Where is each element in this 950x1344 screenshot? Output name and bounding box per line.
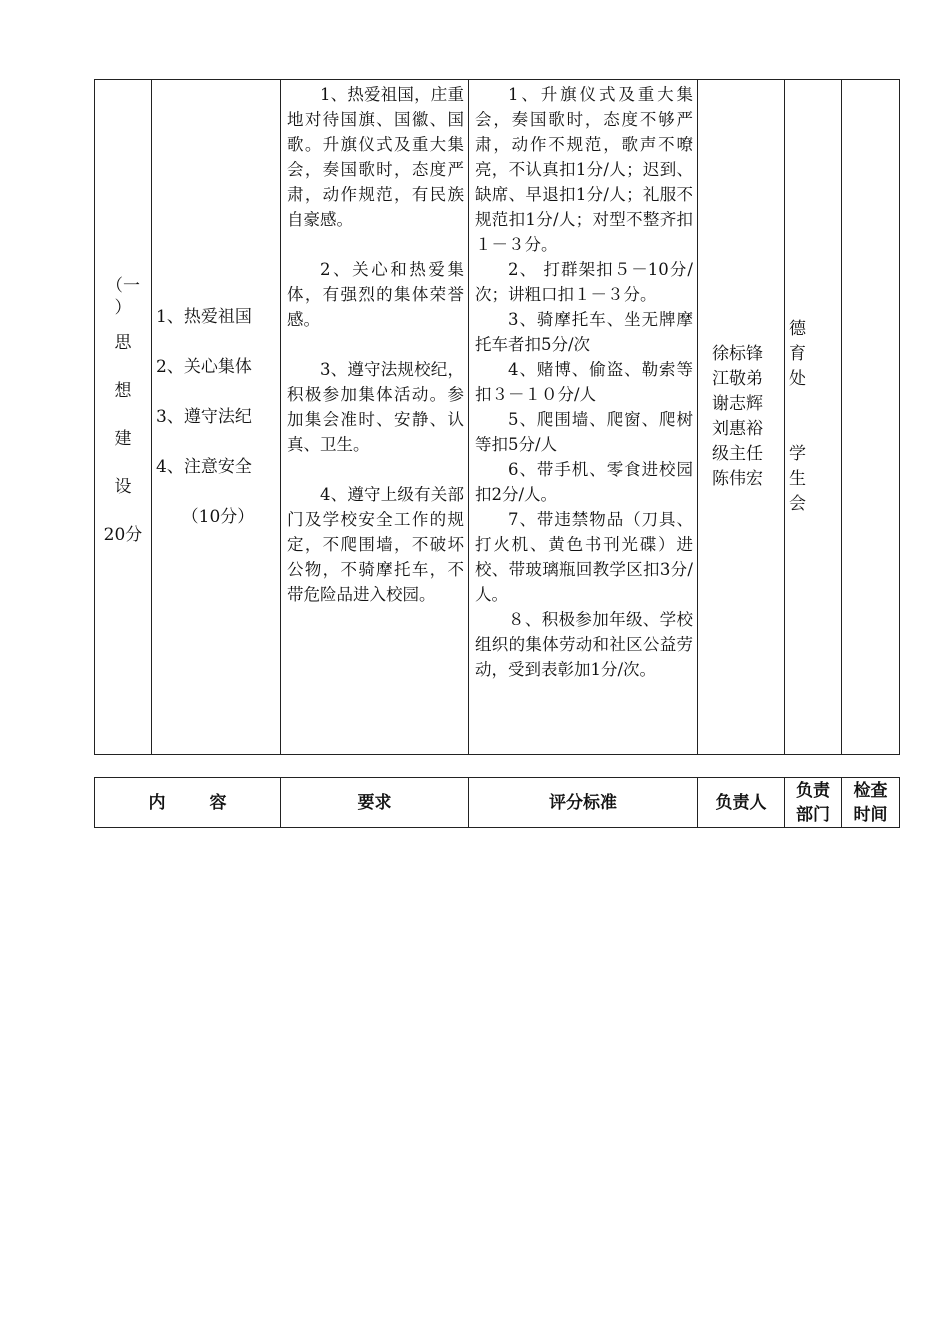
standard-paragraph: ８、积极参加年级、学校组织的集体劳动和社区公益劳动，受到表彰加1分/次。 (475, 610, 693, 679)
category-label-part: （一 (106, 276, 140, 296)
standards-cell (469, 80, 698, 755)
header-row (95, 778, 900, 828)
item-entry: 2、关心集体 (156, 357, 252, 377)
item-entry: 3、遵守法纪 (156, 407, 252, 427)
responsible-name: 刘惠裕 (712, 419, 763, 439)
header-check-line: 检查 (853, 780, 888, 801)
header-responsible: 负责人 (698, 778, 785, 828)
table-row (95, 80, 900, 755)
standard-paragraph: 1、升旗仪式及重大集会，奏国歌时，态度不够严肃，动作不规范，歌声不嘹亮，不认真扣1分/人；迟到、缺席、早退扣1分/人；礼服不规范扣1分/人；对型不整齐扣１－３分。 (475, 85, 693, 254)
header-department-line: 负责 (796, 780, 830, 801)
header-check-time (842, 778, 900, 828)
standard-paragraph: 4、赌博、偷盗、勒索等扣３－１０分/人 (475, 360, 693, 404)
department-char: 会 (789, 494, 806, 514)
check-time-cell (842, 80, 900, 755)
evaluation-table (94, 79, 900, 755)
department-cell (785, 80, 842, 755)
category-label-part: ） (114, 298, 132, 318)
category-points: 20分 (103, 525, 143, 545)
department-char: 育 (789, 344, 806, 364)
category-char: 思 (114, 333, 132, 353)
header-check-line: 时间 (853, 804, 888, 825)
header-department-line: 部门 (796, 804, 830, 825)
category-cell (95, 80, 152, 755)
standard-paragraph: 2、 打群架扣５－10分/次；讲粗口扣１－３分。 (475, 260, 693, 304)
requirement-paragraph: 4、遵守上级有关部门及学校安全工作的规定，不爬围墙，不破坏公物，不骑摩托车，不带危险品进入校园。 (287, 485, 464, 604)
responsible-cell (698, 80, 785, 755)
category-char: 想 (114, 381, 132, 401)
header-content-b: 容 (209, 792, 227, 813)
category-char: 设 (114, 477, 132, 497)
department-char: 生 (789, 469, 806, 489)
item-entry: 1、热爱祖国 (156, 307, 252, 327)
requirement-paragraph: 2、关心和热爱集体，有强烈的集体荣誉感。 (287, 260, 464, 329)
header-table (94, 777, 900, 828)
items-cell (152, 80, 281, 755)
requirement-paragraph: 3、遵守法规校纪，积极参加集体活动。参加集会准时、安静、认真、卫生。 (287, 360, 464, 454)
item-entry: 4、注意安全 (156, 457, 252, 477)
department-spacer (789, 392, 841, 442)
header-content-a: 内 (148, 792, 166, 813)
header-standard: 评分标准 (469, 778, 698, 828)
header-content (95, 778, 281, 828)
responsible-name: 级主任 (712, 444, 763, 464)
standard-paragraph: 7、带违禁物品（刀具、打火机、黄色书刊光碟）进校、带玻璃瓶回教学区扣3分/人。 (475, 510, 693, 604)
department-char: 德 (789, 319, 806, 339)
requirements-cell (281, 80, 469, 755)
responsible-name: 徐标锋 (712, 344, 763, 364)
requirement-paragraph: 1、热爱祖国，庄重地对待国旗、国徽、国歌。升旗仪式及重大集会，奏国歌时，态度严肃，动作规范，有民族自豪感。 (287, 85, 464, 229)
responsible-name: 江敬弟 (712, 369, 763, 389)
responsible-name: 陈伟宏 (712, 469, 763, 489)
header-department (785, 778, 842, 828)
category-char: 建 (114, 429, 132, 449)
department-char: 学 (789, 444, 806, 464)
header-requirement: 要求 (281, 778, 469, 828)
standard-paragraph: 5、爬围墙、爬窗、爬树等扣5分/人 (475, 410, 693, 454)
item-score: （10分） (181, 507, 255, 527)
department-char: 处 (789, 369, 806, 389)
standard-paragraph: 6、带手机、零食进校园扣2分/人。 (475, 460, 693, 504)
standard-paragraph: 3、骑摩托车、坐无牌摩托车者扣5分/次 (475, 310, 693, 354)
responsible-name: 谢志辉 (712, 394, 763, 414)
